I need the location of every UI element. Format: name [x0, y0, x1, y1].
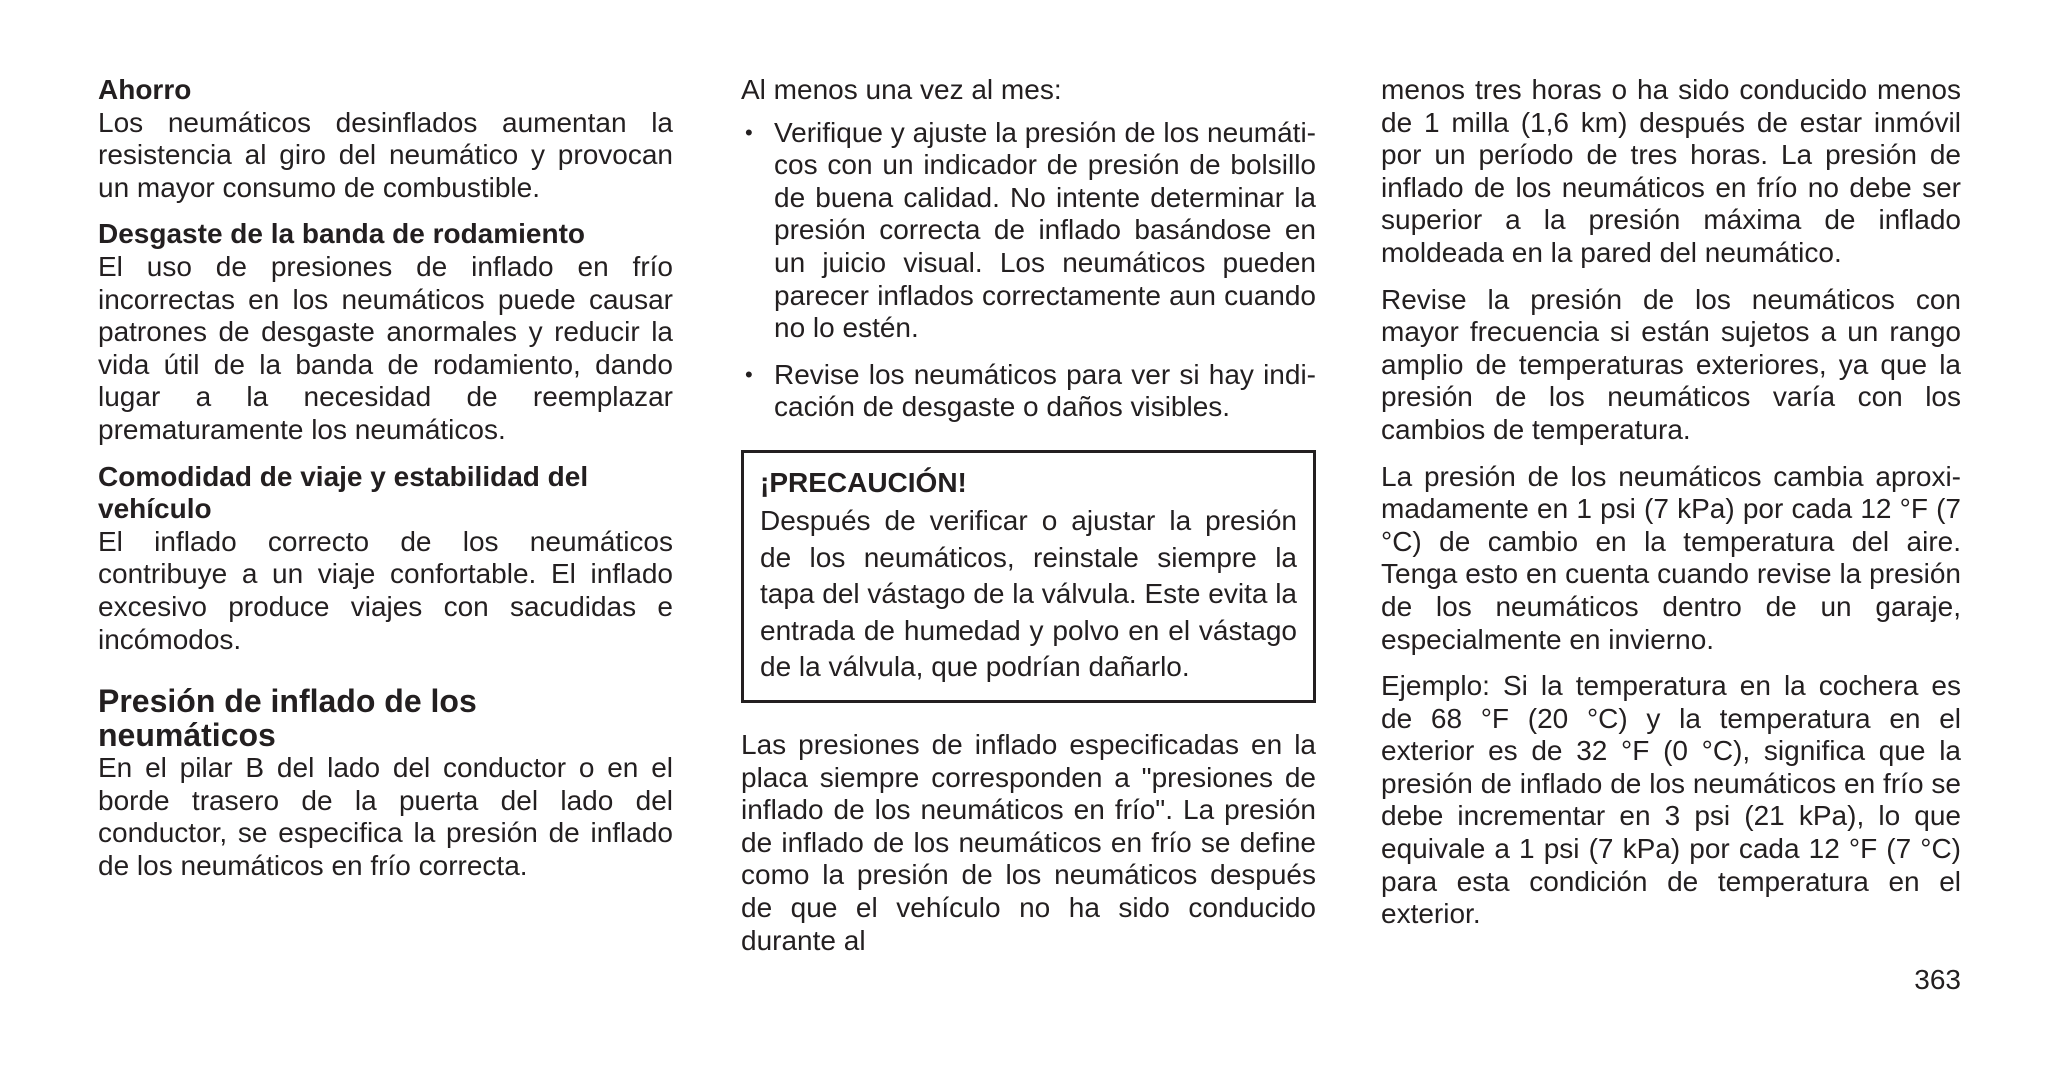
monthly-checklist [741, 117, 1316, 424]
cambio-paragraph: La presión de los neumáticos cambia aproximadamente en 1 psi (7 kPa) por cada 12 °F (7 °C) de cambio en la temperatura del aire. Tenga esto en cuenta cuando revise la presión de los neumáticos dentro de un garaje, especialmente en invierno. [1381, 460, 1961, 655]
column-right [1381, 74, 1961, 945]
monthly-intro: Al menos una vez al mes: [741, 74, 1062, 105]
section-ahorro [98, 74, 673, 204]
bullet-icon: • [745, 119, 753, 145]
bullet-text: Revise los neumáticos para ver si hay indicación de desgaste o daños visibles. [774, 358, 1316, 423]
bullet-icon: • [745, 361, 753, 387]
comodidad-paragraph: El inflado correcto de los neumáticos contribuye a un viaje confortable. El inflado excesivo produce viajes con sacudidas e incómodos. [98, 525, 673, 655]
caution-text: Después de verificar o ajustar la presión de los neumáticos, reinstale siempre la tapa del vástago de la válvula. Este evita la entrada de humedad y polvo en el vástago de la válvula, que podrían dañarlo. [760, 505, 1298, 683]
presion-paragraph: En el pilar B del lado del conductor o en el borde trasero de la puerta del lado del conductor, se especifica la presión de inflado de los neumáticos en frío correcta. [98, 752, 673, 881]
section-comodidad [98, 461, 673, 657]
comodidad-heading: Comodidad de viaje y estabilidad del vehículo [98, 460, 589, 525]
ahorro-heading: Ahorro [98, 74, 192, 105]
presion-heading: Presión de inflado de los neumáticos [98, 683, 477, 754]
list-item [741, 117, 1316, 345]
revise-paragraph: Revise la presión de los neumáticos con mayor frecuencia si están sujetos a un rango amplio de temperaturas exteriores, ya que la presión de los neumáticos varía con los cambios de temperatura. [1381, 283, 1961, 445]
page-number: 363 [1914, 964, 1961, 995]
bullet-text: Verifique y ajuste la presión de los neumáticos con un indicador de presión de bolsillo de buena calidad. No intente determinar la presión correcta de inflado basándose en un juicio visual. Los neumáticos pueden parecer inflados correctamente aun cuando no lo estén. [774, 116, 1316, 344]
continuation-paragraph: menos tres horas o ha sido conducido menos de 1 milla (1,6 km) después de estar inmóvil por un período de tres horas. La presión de inflado de los neumáticos en frío no debe ser superior a la presión máxima de inflado moldeada en la pared del neumático. [1381, 74, 1961, 268]
ejemplo-paragraph: Ejemplo: Si la temperatura en la cochera es de 68 °F (20 °C) y la temperatura en el exterior es de 32 °F (0 °C), significa que la presión de inflado de los neumáticos en frío se debe incrementar en 3 psi (21 kPa), lo que equivale a 1 psi (7 kPa) por cada 12 °F (7 °C) para esta condición de temperatura en el exterior. [1381, 670, 1961, 930]
caution-title: ¡PRECAUCIÓN! [760, 466, 967, 498]
caution-box [741, 450, 1316, 703]
desgaste-heading: Desgaste de la banda de rodamiento [98, 218, 586, 250]
section-desgaste [98, 218, 673, 446]
list-item [741, 359, 1316, 424]
column-left [98, 74, 673, 882]
ahorro-paragraph: Los neumáticos desinflados aumentan la resistencia al giro del neumático y provocan un mayor consumo de combustible. [98, 106, 673, 203]
presiones-paragraph: Las presiones de inflado especificadas en la placa siempre corresponden a "presiones de inflado de los neumáticos en frío". La presión de inflado de los neumáticos en frío se define como la presión de los neumáticos después de que el vehículo no ha sido conducido durante al [741, 728, 1316, 956]
column-middle [741, 74, 1316, 957]
desgaste-paragraph: El uso de presiones de inflado en frío incorrectas en los neumáticos puede causar patrones de desgaste anormales y reducir la vida útil de la banda de rodamiento, dando lugar a la necesidad de reemplazar prematuramente los neumáticos. [98, 250, 673, 445]
